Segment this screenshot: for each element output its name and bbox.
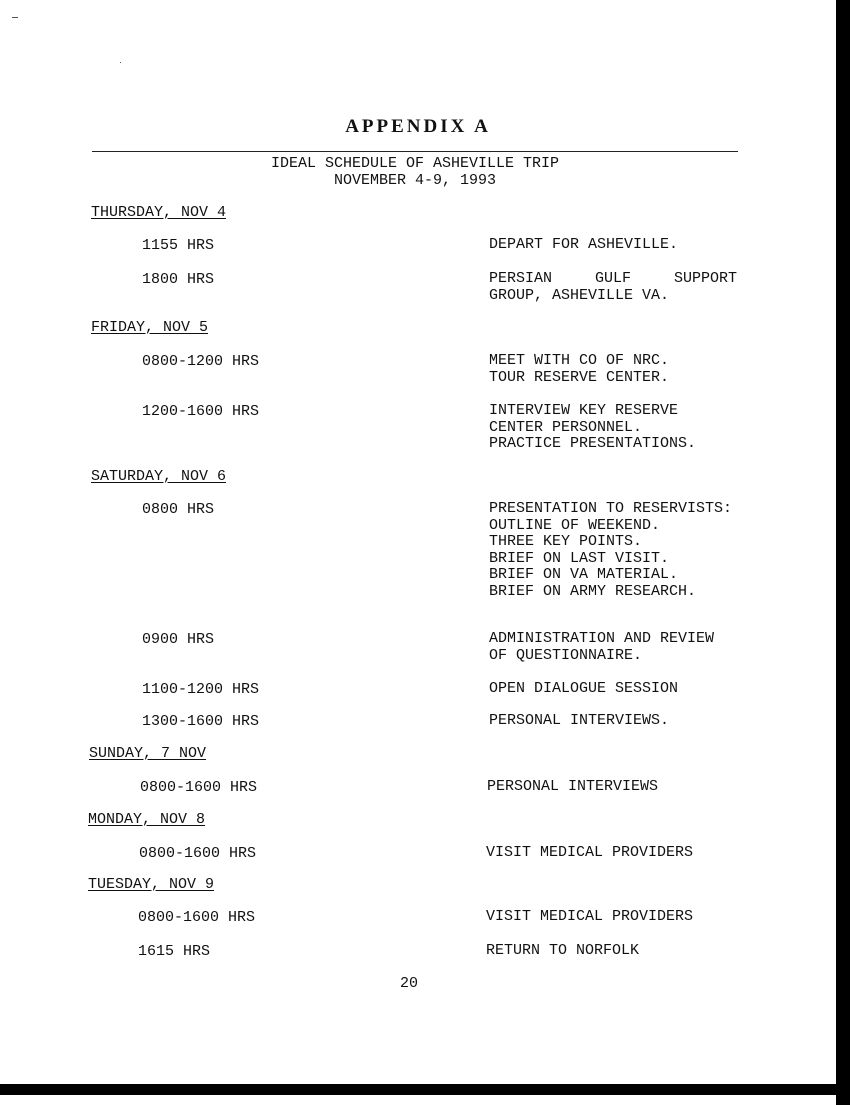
activity-line: OUTLINE OF WEEKEND. xyxy=(489,516,661,534)
activity-line: THREE KEY POINTS. xyxy=(489,533,643,550)
page-number: 20 xyxy=(400,975,419,992)
entry-activity xyxy=(489,681,678,698)
entry-activity xyxy=(486,845,693,862)
activity-line: PRACTICE PRESENTATIONS. xyxy=(489,435,697,452)
activity-line: BRIEF ON VA MATERIAL. xyxy=(489,566,679,583)
entry-activity xyxy=(489,631,714,664)
entry-activity xyxy=(489,237,678,254)
entry-activity xyxy=(487,779,658,796)
activity-line: INTERVIEW KEY RESERVE xyxy=(489,402,679,419)
entry-time: 1800 HRS xyxy=(142,271,215,288)
entry-activity xyxy=(486,943,639,960)
scan-speck xyxy=(12,17,18,18)
entry-activity xyxy=(486,909,693,926)
entry-time: 0900 HRS xyxy=(142,631,215,648)
scan-speck xyxy=(120,62,121,63)
activity-line: PERSIAN GULF SUPPORT xyxy=(489,270,737,287)
entry-time: 1155 HRS xyxy=(142,237,215,254)
activity-line: GROUP, ASHEVILLE VA. xyxy=(489,286,670,304)
activity-line: VISIT MEDICAL PROVIDERS xyxy=(486,908,694,925)
entry-time: 1100-1200 HRS xyxy=(142,681,260,698)
activity-line: PERSONAL INTERVIEWS xyxy=(487,778,659,795)
schedule-title: IDEAL SCHEDULE OF ASHEVILLE TRIP xyxy=(270,155,560,172)
activity-line: BRIEF ON ARMY RESEARCH. xyxy=(489,582,697,600)
scan-edge-bottom xyxy=(0,1084,850,1095)
activity-line: MEET WITH CO OF NRC. xyxy=(489,352,670,369)
entry-time: 0800-1600 HRS xyxy=(138,909,256,926)
entry-activity xyxy=(489,501,732,600)
activity-line: TOUR RESERVE CENTER. xyxy=(489,368,670,386)
activity-line: OPEN DIALOGUE SESSION xyxy=(489,680,679,697)
day-heading-friday: FRIDAY, NOV 5 xyxy=(91,319,209,336)
activity-line: VISIT MEDICAL PROVIDERS xyxy=(486,844,694,861)
day-heading-sunday: SUNDAY, 7 NOV xyxy=(89,745,207,762)
activity-line: PERSONAL INTERVIEWS. xyxy=(489,712,670,729)
entry-time: 0800-1600 HRS xyxy=(139,845,257,862)
entry-time: 1300-1600 HRS xyxy=(142,713,260,730)
entry-activity xyxy=(489,271,737,304)
entry-activity xyxy=(489,353,669,386)
scan-edge-right xyxy=(836,0,850,1105)
entry-time: 0800-1200 HRS xyxy=(142,353,260,370)
entry-time: 1200-1600 HRS xyxy=(142,403,260,420)
entry-activity xyxy=(489,403,696,453)
entry-time: 0800-1600 HRS xyxy=(140,779,258,796)
entry-time: 0800 HRS xyxy=(142,501,215,518)
activity-line: BRIEF ON LAST VISIT. xyxy=(489,549,670,567)
day-heading-tuesday: TUESDAY, NOV 9 xyxy=(88,876,215,893)
entry-activity xyxy=(489,713,669,730)
schedule-dates: NOVEMBER 4-9, 1993 xyxy=(333,172,497,189)
activity-line: PRESENTATION TO RESERVISTS: xyxy=(489,500,733,517)
day-heading-saturday: SATURDAY, NOV 6 xyxy=(91,468,227,485)
appendix-title: APPENDIX A xyxy=(345,116,491,137)
activity-line: RETURN TO NORFOLK xyxy=(486,942,640,959)
day-heading-monday: MONDAY, NOV 8 xyxy=(88,811,206,828)
activity-line: OF QUESTIONNAIRE. xyxy=(489,646,643,664)
activity-line: ADMINISTRATION AND REVIEW xyxy=(489,630,715,647)
day-heading-thursday: THURSDAY, NOV 4 xyxy=(91,204,227,221)
activity-line: CENTER PERSONNEL. xyxy=(489,418,643,436)
title-rule xyxy=(92,151,738,152)
entry-time: 1615 HRS xyxy=(138,943,211,960)
activity-line: DEPART FOR ASHEVILLE. xyxy=(489,236,679,253)
